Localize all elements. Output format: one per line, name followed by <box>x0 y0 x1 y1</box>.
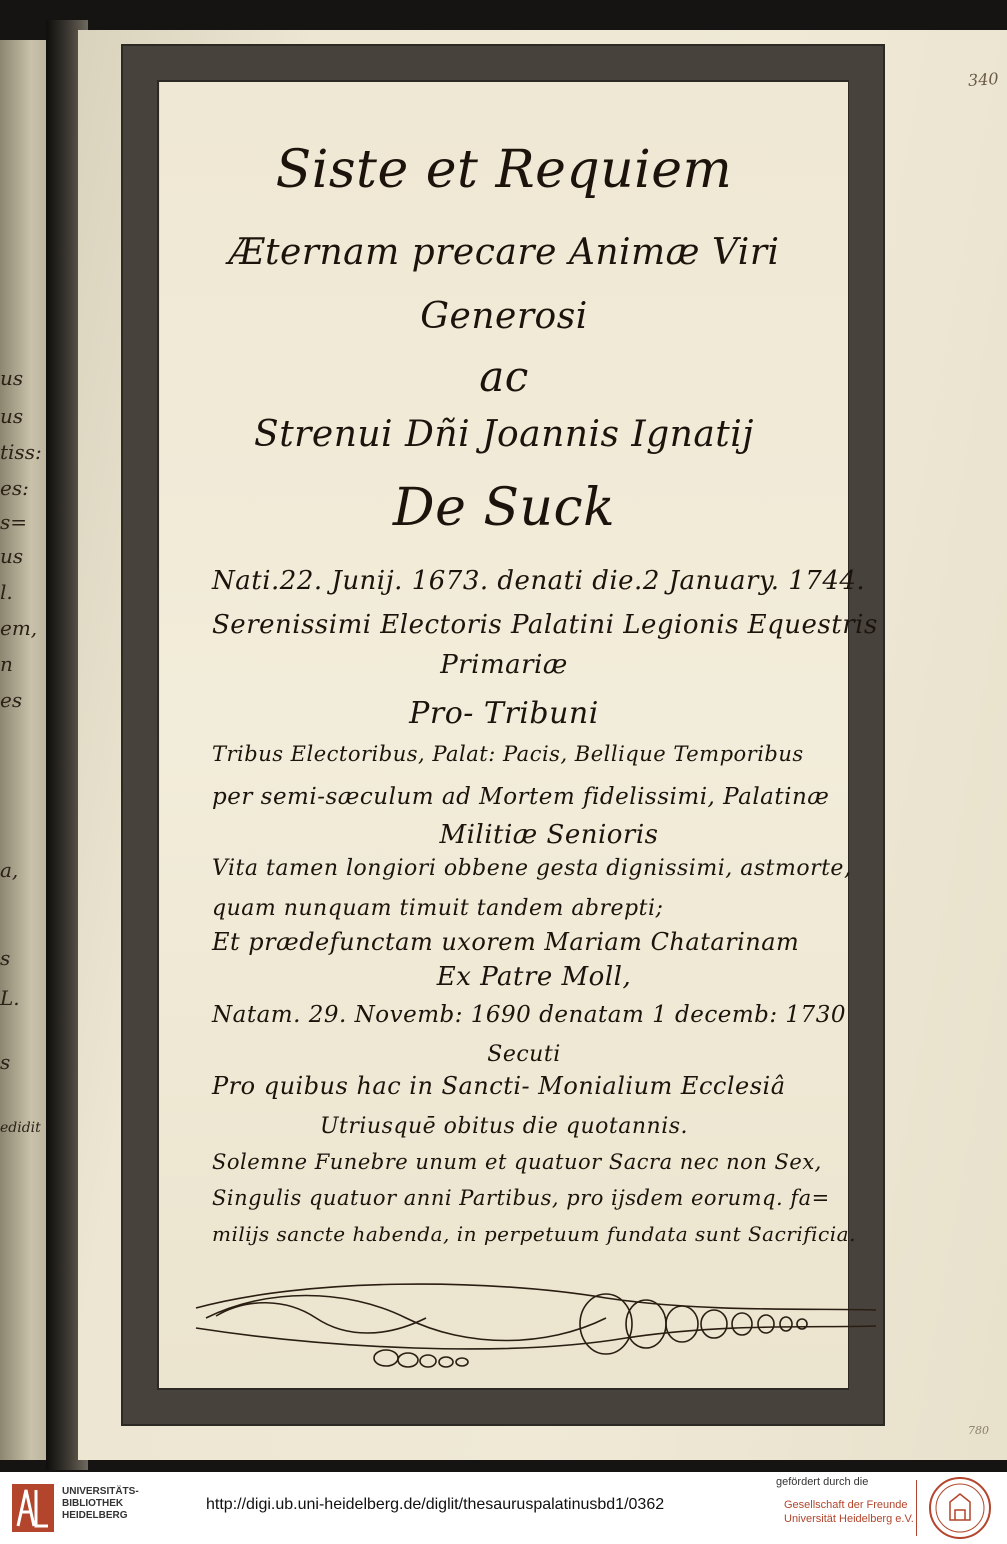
inscription-line: Pro quibus hac in Sancti- Monialium Ecclesiâ <box>212 1072 786 1100</box>
inscription-line: quam nunquam timuit tandem abrepti; <box>212 896 664 921</box>
footer-divider <box>916 1480 917 1536</box>
left-page-fragment: l. <box>0 580 13 604</box>
inscription-line: Militiæ Senioris <box>439 820 659 850</box>
university-library-logo-icon <box>8 1478 58 1538</box>
viewer-footer <box>0 1472 1007 1544</box>
university-seal-icon <box>928 1476 992 1540</box>
left-page-fragment: us <box>0 544 24 568</box>
inscription-line: Vita tamen longiori obbene gesta dignissimi, astmorte, <box>212 856 852 881</box>
library-name-line: BIBLIOTHEK <box>62 1498 124 1509</box>
left-page-fragment: s <box>0 1050 11 1074</box>
left-page-fragment: s <box>0 946 11 970</box>
left-page-fragment: em, <box>0 616 38 640</box>
library-name-line: HEIDELBERG <box>62 1510 128 1521</box>
inscription-line: Secuti <box>487 1042 561 1067</box>
inscription-line: De Suck <box>392 478 616 538</box>
bottom-note: 780 <box>968 1424 989 1437</box>
left-page-fragment: us <box>0 366 24 390</box>
inscription-line: Utriusquē obitus die quotannis. <box>319 1114 689 1139</box>
left-page-edge <box>0 40 52 1460</box>
sponsor-organization <box>784 1498 914 1526</box>
left-page-fragment: us <box>0 404 24 428</box>
permalink-url[interactable]: http://digi.ub.uni-heidelberg.de/diglit/thesauruspalatinusbd1/0362 <box>206 1496 665 1513</box>
inscription-line: Solemne Funebre unum et quatuor Sacra nec non Sex, <box>212 1150 822 1174</box>
sponsor-label: gefördert durch die <box>776 1476 869 1488</box>
inscription-line: Singulis quatuor anni Partibus, pro ijsdem eorumq. fa= <box>212 1186 830 1210</box>
inscription-line: Pro- Tribuni <box>409 696 599 731</box>
inscription-line: Strenui Dñi Joannis Ignatij <box>254 414 754 455</box>
inscription-line: Natam. 29. Novemb: 1690 denatam 1 decemb: 1730 <box>212 1002 846 1028</box>
inscription-line: milijs sancte habenda, in perpetuum fundata sunt Sacrificia. <box>212 1222 856 1246</box>
left-page-fragment: es: <box>0 476 29 500</box>
calligraphic-flourish <box>186 1268 886 1376</box>
inscription-line: Generosi <box>420 296 588 337</box>
left-page-fragment: a, <box>0 858 19 882</box>
folio-number: 340 <box>967 68 1000 91</box>
inscription-line: Serenissimi Electoris Palatini Legionis Equestris <box>212 610 878 640</box>
left-page-fragment: n <box>0 652 13 676</box>
sponsor-org-line: Universität Heidelberg e.V. <box>784 1513 914 1525</box>
library-name-line: UNIVERSITÄTS- <box>62 1486 139 1497</box>
library-name <box>62 1486 139 1522</box>
left-page-fragment: edidit <box>0 1120 41 1136</box>
inscription-line: Et prædefunctam uxorem Mariam Chatarinam <box>212 928 800 956</box>
left-page-fragment: es <box>0 688 23 712</box>
inscription-line: Tribus Electoribus, Palat: Pacis, Bellique Temporibus <box>212 742 804 766</box>
left-page-fragment: tiss: <box>0 440 42 464</box>
inscription-line: per semi-sæculum ad Mortem fidelissimi, Palatinæ <box>212 784 830 810</box>
inscription-line: Siste et Requiem <box>275 140 733 200</box>
memorial-inscription <box>160 82 878 1388</box>
inscription-line: Nati.22. Junij. 1673. denati die.2 January. 1744. <box>212 566 866 596</box>
left-page-fragment: s= <box>0 510 28 534</box>
inscription-line: Ex Patre Moll, <box>436 962 632 992</box>
sponsor-org-line: Gesellschaft der Freunde <box>784 1499 908 1511</box>
inscription-line: ac <box>479 352 529 401</box>
inscription-line: Æternam precare Animæ Viri <box>228 232 780 273</box>
left-page-fragment: L. <box>0 986 20 1010</box>
inscription-line: Primariæ <box>440 650 568 680</box>
